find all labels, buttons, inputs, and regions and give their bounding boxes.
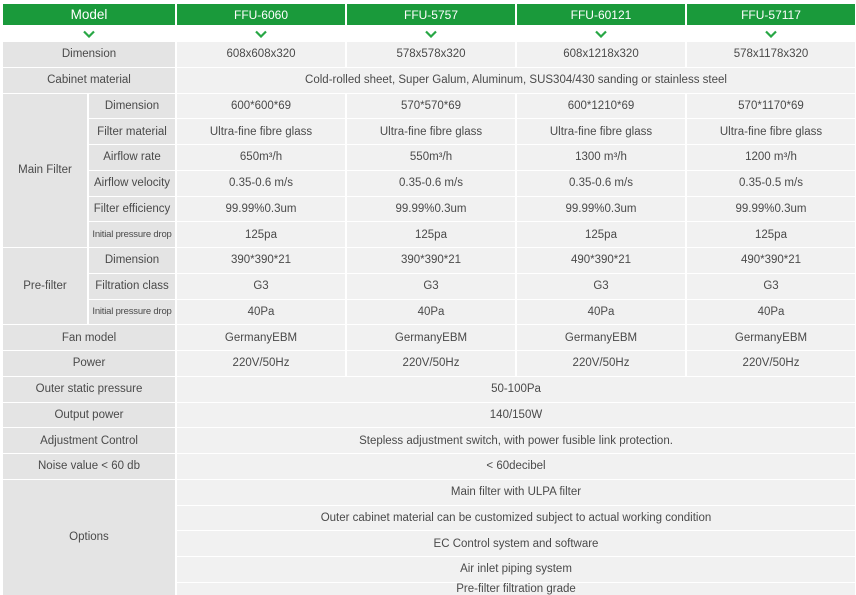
filter-efficiency-value: 99.99%0.3um bbox=[517, 197, 685, 222]
chevron-down-icon bbox=[83, 30, 95, 38]
fan-model-value: GermanyEBM bbox=[347, 325, 515, 350]
dimension-value: 608x1218x320 bbox=[517, 42, 685, 67]
filtration-class-label: Filtration class bbox=[89, 274, 175, 299]
cabinet-material-value: Cold-rolled sheet, Super Galum, Aluminum, SUS304/430 sanding or stainless steel bbox=[177, 68, 855, 93]
power-value: 220V/50Hz bbox=[347, 351, 515, 376]
main-filter-dimension-value: 600*1210*69 bbox=[517, 94, 685, 119]
airflow-rate-label: Airflow rate bbox=[89, 145, 175, 170]
option-item: Outer cabinet material can be customized subject to actual working condition bbox=[177, 506, 855, 531]
main-initial-pressure-drop-label: Initial pressure drop bbox=[89, 222, 175, 247]
filter-efficiency-value: 99.99%0.3um bbox=[687, 197, 855, 222]
main-initial-pressure-drop-value: 125pa bbox=[177, 222, 345, 247]
filtration-class-value: G3 bbox=[177, 274, 345, 299]
pre-filter-label: Pre-filter bbox=[3, 248, 87, 324]
cabinet-material-label: Cabinet material bbox=[3, 68, 175, 93]
filter-material-value: Ultra-fine fibre glass bbox=[517, 119, 685, 144]
dimension-value: 608x608x320 bbox=[177, 42, 345, 67]
noise-value-value: < 60decibel bbox=[177, 454, 855, 479]
spec-table bbox=[3, 4, 853, 595]
pre-initial-pressure-drop-value: 40Pa bbox=[517, 300, 685, 325]
main-filter-dimension-value: 570*570*69 bbox=[347, 94, 515, 119]
filtration-class-value: G3 bbox=[347, 274, 515, 299]
pre-filter-dimension-value: 390*390*21 bbox=[177, 248, 345, 273]
pre-filter-dimension-value: 490*390*21 bbox=[687, 248, 855, 273]
filter-material-value: Ultra-fine fibre glass bbox=[347, 119, 515, 144]
filter-material-label: Filter material bbox=[89, 119, 175, 144]
airflow-velocity-value: 0.35-0.6 m/s bbox=[177, 171, 345, 196]
main-filter-dimension-value: 600*600*69 bbox=[177, 94, 345, 119]
main-filter-dimension-label: Dimension bbox=[89, 94, 175, 119]
option-item: Air inlet piping system bbox=[177, 557, 855, 582]
filter-efficiency-value: 99.99%0.3um bbox=[347, 197, 515, 222]
power-value: 220V/50Hz bbox=[517, 351, 685, 376]
main-initial-pressure-drop-value: 125pa bbox=[347, 222, 515, 247]
fan-model-value: GermanyEBM bbox=[687, 325, 855, 350]
airflow-rate-value: 1300 m³/h bbox=[517, 145, 685, 170]
chevron-down-icon bbox=[425, 30, 437, 38]
output-power-label: Output power bbox=[3, 403, 175, 428]
output-power-value: 140/150W bbox=[177, 403, 855, 428]
chevron-down-icon bbox=[765, 30, 777, 38]
adjustment-control-value: Stepless adjustment switch, with power fusible link protection. bbox=[177, 428, 855, 453]
pre-filter-dimension-value: 390*390*21 bbox=[347, 248, 515, 273]
pre-filter-dimension-label: Dimension bbox=[89, 248, 175, 273]
main-initial-pressure-drop-value: 125pa bbox=[687, 222, 855, 247]
airflow-rate-value: 1200 m³/h bbox=[687, 145, 855, 170]
expand-chevron[interactable] bbox=[347, 26, 515, 41]
filtration-class-value: G3 bbox=[687, 274, 855, 299]
dimension-label: Dimension bbox=[3, 42, 175, 67]
expand-chevron[interactable] bbox=[3, 26, 175, 41]
main-filter-dimension-value: 570*1170*69 bbox=[687, 94, 855, 119]
power-value: 220V/50Hz bbox=[177, 351, 345, 376]
filter-efficiency-label: Filter efficiency bbox=[89, 197, 175, 222]
filtration-class-value: G3 bbox=[517, 274, 685, 299]
chevron-down-icon bbox=[255, 30, 267, 38]
fan-model-value: GermanyEBM bbox=[517, 325, 685, 350]
filter-material-value: Ultra-fine fibre glass bbox=[687, 119, 855, 144]
adjustment-control-label: Adjustment Control bbox=[3, 428, 175, 453]
model-name-header: FFU-57117 bbox=[687, 4, 855, 25]
pre-initial-pressure-drop-value: 40Pa bbox=[347, 300, 515, 325]
noise-value-label: Noise value < 60 db bbox=[3, 454, 175, 479]
expand-chevron[interactable] bbox=[517, 26, 685, 41]
airflow-rate-value: 650m³/h bbox=[177, 145, 345, 170]
model-name-header: FFU-6060 bbox=[177, 4, 345, 25]
model-name-header: FFU-60121 bbox=[517, 4, 685, 25]
filter-efficiency-value: 99.99%0.3um bbox=[177, 197, 345, 222]
fan-model-value: GermanyEBM bbox=[177, 325, 345, 350]
option-item: Main filter with ULPA filter bbox=[177, 480, 855, 505]
model-header: Model bbox=[3, 4, 175, 25]
airflow-velocity-label: Airflow velocity bbox=[89, 171, 175, 196]
outer-static-pressure-value: 50-100Pa bbox=[177, 377, 855, 402]
options-label: Options bbox=[3, 480, 175, 595]
airflow-velocity-value: 0.35-0.6 m/s bbox=[517, 171, 685, 196]
pre-filter-dimension-value: 490*390*21 bbox=[517, 248, 685, 273]
option-item: Pre-filter filtration grade bbox=[177, 583, 855, 595]
power-value: 220V/50Hz bbox=[687, 351, 855, 376]
filter-material-value: Ultra-fine fibre glass bbox=[177, 119, 345, 144]
outer-static-pressure-label: Outer static pressure bbox=[3, 377, 175, 402]
main-initial-pressure-drop-value: 125pa bbox=[517, 222, 685, 247]
fan-model-label: Fan model bbox=[3, 325, 175, 350]
airflow-rate-value: 550m³/h bbox=[347, 145, 515, 170]
pre-initial-pressure-drop-value: 40Pa bbox=[177, 300, 345, 325]
dimension-value: 578x578x320 bbox=[347, 42, 515, 67]
expand-chevron[interactable] bbox=[177, 26, 345, 41]
expand-chevron[interactable] bbox=[687, 26, 855, 41]
airflow-velocity-value: 0.35-0.5 m/s bbox=[687, 171, 855, 196]
airflow-velocity-value: 0.35-0.6 m/s bbox=[347, 171, 515, 196]
dimension-value: 578x1178x320 bbox=[687, 42, 855, 67]
option-item: EC Control system and software bbox=[177, 531, 855, 556]
main-filter-label: Main Filter bbox=[3, 94, 87, 248]
chevron-down-icon bbox=[595, 30, 607, 38]
pre-initial-pressure-drop-label: Initial pressure drop bbox=[89, 300, 175, 325]
power-label: Power bbox=[3, 351, 175, 376]
model-name-header: FFU-5757 bbox=[347, 4, 515, 25]
pre-initial-pressure-drop-value: 40Pa bbox=[687, 300, 855, 325]
